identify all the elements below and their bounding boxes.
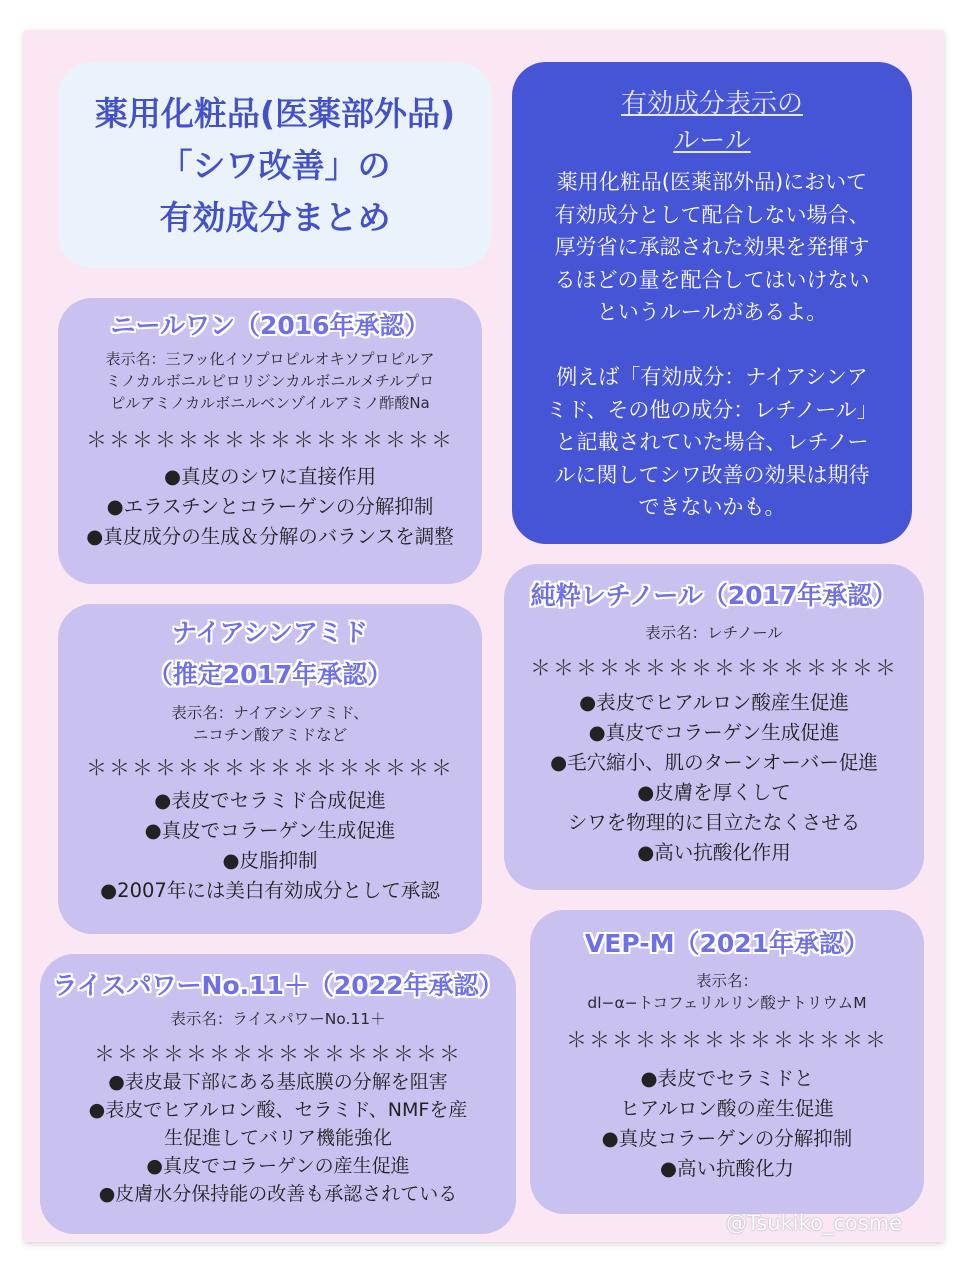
niacinamide-heading: ナイアシンアミド （推定2017年承認） <box>147 618 393 689</box>
vepm-card <box>530 910 924 1214</box>
ricepower-display-name: 表示名：ライスパワーNo.11＋ <box>170 1010 386 1028</box>
niacinamide-divider: ＊＊＊＊＊＊＊＊＊＊＊＊＊＊＊＊ <box>86 756 454 780</box>
rule-heading: 有効成分表示の ルール <box>620 89 803 156</box>
neurwan-display-name: 表示名：三フッ化イソプロピルオキソプロピルア ミノカルボニルピロリジンカルボニルメチルプロ ピルアミノカルボニルベンゾイルアミノ酢酸Na <box>105 350 435 412</box>
neurwan-points: ●真皮のシワに直接作用 ●エラスチンとコラーゲンの分解抑制 ●真皮成分の生成＆分解のバランスを調整 <box>86 465 454 548</box>
neurwan-card <box>58 298 482 584</box>
title-card <box>58 62 492 268</box>
author-watermark: @Tsukiko_cosme <box>726 1211 903 1235</box>
rule-body: 薬用化粧品(医薬部外品)において 有効成分として配合しない場合、 厚労省に承認された効果を発揮す るほどの量を配合してはいけない というルールがあるよ。 例えば「有効成分：ナイアシンア ミド、その他の成分：レチノール」 と記載されていた場合、レチノー ルに関してシワ改善の効果は期待 できないかも。 <box>546 170 878 519</box>
retinol-heading: 純粋レチノール（2017年承認） <box>530 581 898 610</box>
vepm-display-name: 表示名： dl−α−トコフェリルリン酸ナトリウムM <box>587 972 867 1012</box>
page-title: 薬用化粧品(医薬部外品) 「シワ改善」の 有効成分まとめ <box>94 94 456 237</box>
ricepower-divider: ＊＊＊＊＊＊＊＊＊＊＊＊＊＊＊＊ <box>94 1042 462 1066</box>
neurwan-divider: ＊＊＊＊＊＊＊＊＊＊＊＊＊＊＊＊ <box>86 428 454 452</box>
vepm-heading: VEP-M（2021年承認） <box>584 929 870 958</box>
retinol-display-name: 表示名：レチノール <box>645 624 783 642</box>
retinol-points: ●表皮でヒアルロン酸産生促進 ●真皮でコラーゲン生成促進 ●毛穴縮小、肌のターンオーバー促進 ●皮膚を厚くして シワを物理的に目立たなくさせる ●高い抗酸化作用 <box>550 691 878 864</box>
retinol-divider: ＊＊＊＊＊＊＊＊＊＊＊＊＊＊＊＊ <box>530 656 898 680</box>
neurwan-heading: ニールワン（2016年承認） <box>110 311 430 340</box>
ricepower-card <box>40 954 516 1234</box>
vepm-divider: ＊＊＊＊＊＊＊＊＊＊＊＊＊＊ <box>566 1028 888 1052</box>
rule-card <box>512 62 912 544</box>
retinol-card <box>504 564 924 890</box>
ricepower-heading: ライスパワーNo.11＋（2022年承認） <box>52 971 504 1000</box>
niacinamide-card <box>58 604 482 934</box>
niacinamide-display-name: 表示名：ナイアシンアミド、 ニコチン酸アミドなど <box>171 704 369 744</box>
niacinamide-points: ●表皮でセラミド合成促進 ●真皮でコラーゲン生成促進 ●皮脂抑制 ●2007年には美白有効成分として承認 <box>100 789 440 902</box>
vepm-points: ●表皮でセラミドと ヒアルロン酸の産生促進 ●真皮コラーゲンの分解抑制 ●高い抗酸化力 <box>601 1067 853 1180</box>
ricepower-points: ●表皮最下部にある基底膜の分解を阻害 ●表皮でヒアルロン酸、セラミド、NMFを産 生促進してバリア機能強化 ●真皮でコラーゲンの産生促進 ●皮膚水分保持能の改善も承認されている <box>88 1071 468 1205</box>
